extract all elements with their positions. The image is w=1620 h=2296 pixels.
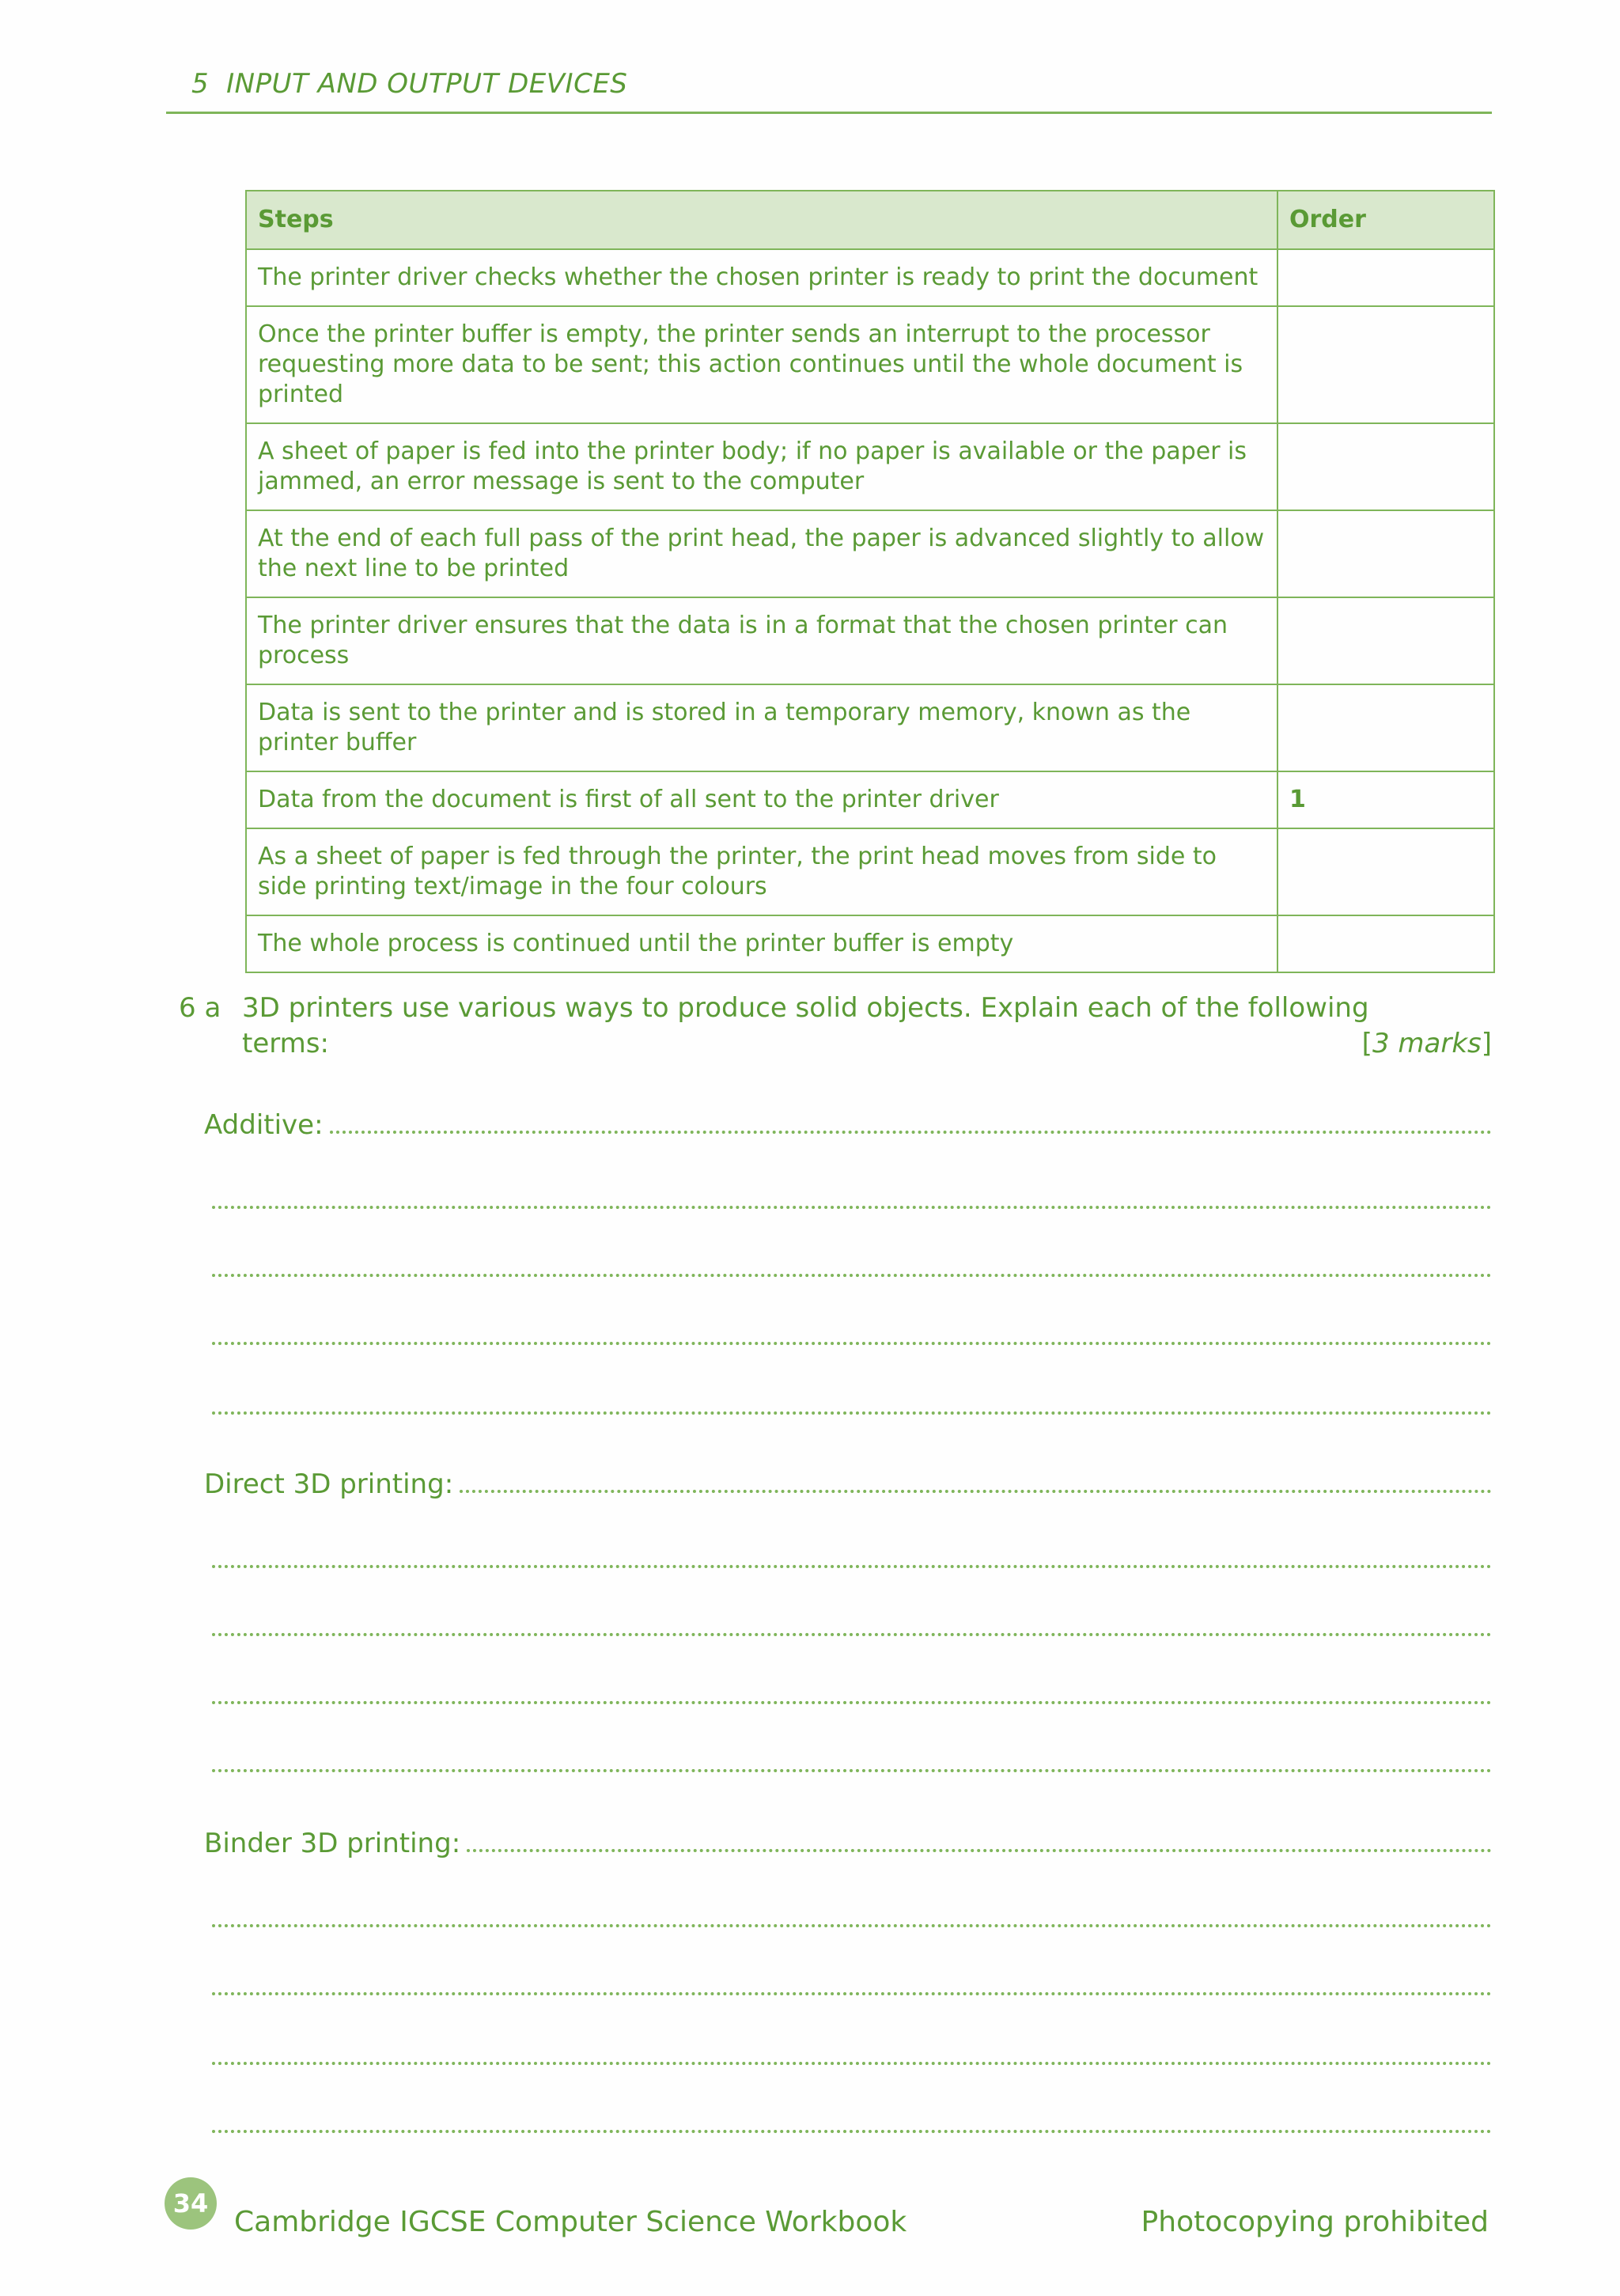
table-row [246,771,1494,828]
table-row [246,306,1494,423]
marks-value: 3 [1372,1028,1390,1059]
answer-line[interactable] [212,1924,1492,1927]
table-row [246,828,1494,915]
table-row [246,249,1494,306]
step-cell: A sheet of paper is fed into the printer body; if no paper is available or the paper is jammed, an error message is sent to the computer [246,423,1277,510]
answer-line[interactable] [330,1130,1492,1134]
answer-label: Binder 3D printing: [204,1828,461,1859]
table-row [246,597,1494,684]
order-cell[interactable] [1277,423,1494,510]
order-cell[interactable] [1277,306,1494,423]
table-header-row [246,191,1494,249]
printer-steps-table [245,190,1495,973]
chapter-heading [191,68,627,100]
answer-direct-3d-printing [204,1468,1492,1508]
answer-line[interactable] [212,1274,1492,1277]
answer-line[interactable] [212,1206,1492,1209]
step-cell: The whole process is continued until the printer buffer is empty [246,915,1277,972]
copyright-notice: Photocopying prohibited [1141,2206,1489,2238]
book-title: Cambridge IGCSE Computer Science Workbook [234,2206,907,2238]
answer-line[interactable] [460,1489,1492,1493]
answer-line[interactable] [212,1342,1492,1345]
page-header [166,62,1492,114]
answer-label: Additive: [204,1109,324,1141]
order-column-header: Order [1277,191,1494,249]
answer-label: Direct 3D printing: [204,1468,454,1500]
step-cell: The printer driver checks whether the chosen printer is ready to print the document [246,249,1277,306]
table-row [246,915,1494,972]
answer-line[interactable] [212,1701,1492,1704]
question-number: 6 a [179,992,221,1024]
answer-line[interactable] [212,1992,1492,1995]
page-number-badge: 34 [165,2177,217,2230]
step-cell: Data is sent to the printer and is stored in a temporary memory, known as the printer buffer [246,684,1277,771]
table-row [246,423,1494,510]
order-cell[interactable] [1277,828,1494,915]
answer-line[interactable] [212,1633,1492,1636]
answer-additive [204,1109,1492,1149]
order-cell[interactable] [1277,510,1494,597]
answer-line[interactable] [212,1769,1492,1772]
marks-label: [3 marks] [1361,1028,1492,1059]
marks-word: marks [1398,1028,1482,1059]
answer-binder-3d-printing [204,1828,1492,1867]
step-cell: Data from the document is first of all sent to the printer driver [246,771,1277,828]
order-cell[interactable]: 1 [1277,771,1494,828]
table-row [246,684,1494,771]
order-cell[interactable] [1277,915,1494,972]
step-cell: As a sheet of paper is fed through the printer, the print head moves from side to side printing text/image in the four colours [246,828,1277,915]
order-cell[interactable] [1277,249,1494,306]
order-cell[interactable] [1277,684,1494,771]
step-cell: Once the printer buffer is empty, the printer sends an interrupt to the processor requesting more data to be sent; this action continues until the whole document is printed [246,306,1277,423]
step-cell: The printer driver ensures that the data is in a format that the chosen printer can process [246,597,1277,684]
answer-line[interactable] [212,2062,1492,2065]
question-text: 3D printers use various ways to produce solid objects. Explain each of the following terms: [242,992,1369,1059]
chapter-title: INPUT AND OUTPUT DEVICES [226,68,628,100]
steps-column-header: Steps [246,191,1277,249]
chapter-number: 5 [191,68,210,100]
table-row [246,510,1494,597]
answer-line[interactable] [212,2130,1492,2133]
order-cell[interactable] [1277,597,1494,684]
answer-line[interactable] [212,1411,1492,1415]
step-cell: At the end of each full pass of the print head, the paper is advanced slightly to allow the next line to be printed [246,510,1277,597]
answer-line[interactable] [212,1565,1492,1568]
answer-line[interactable] [467,1848,1492,1852]
